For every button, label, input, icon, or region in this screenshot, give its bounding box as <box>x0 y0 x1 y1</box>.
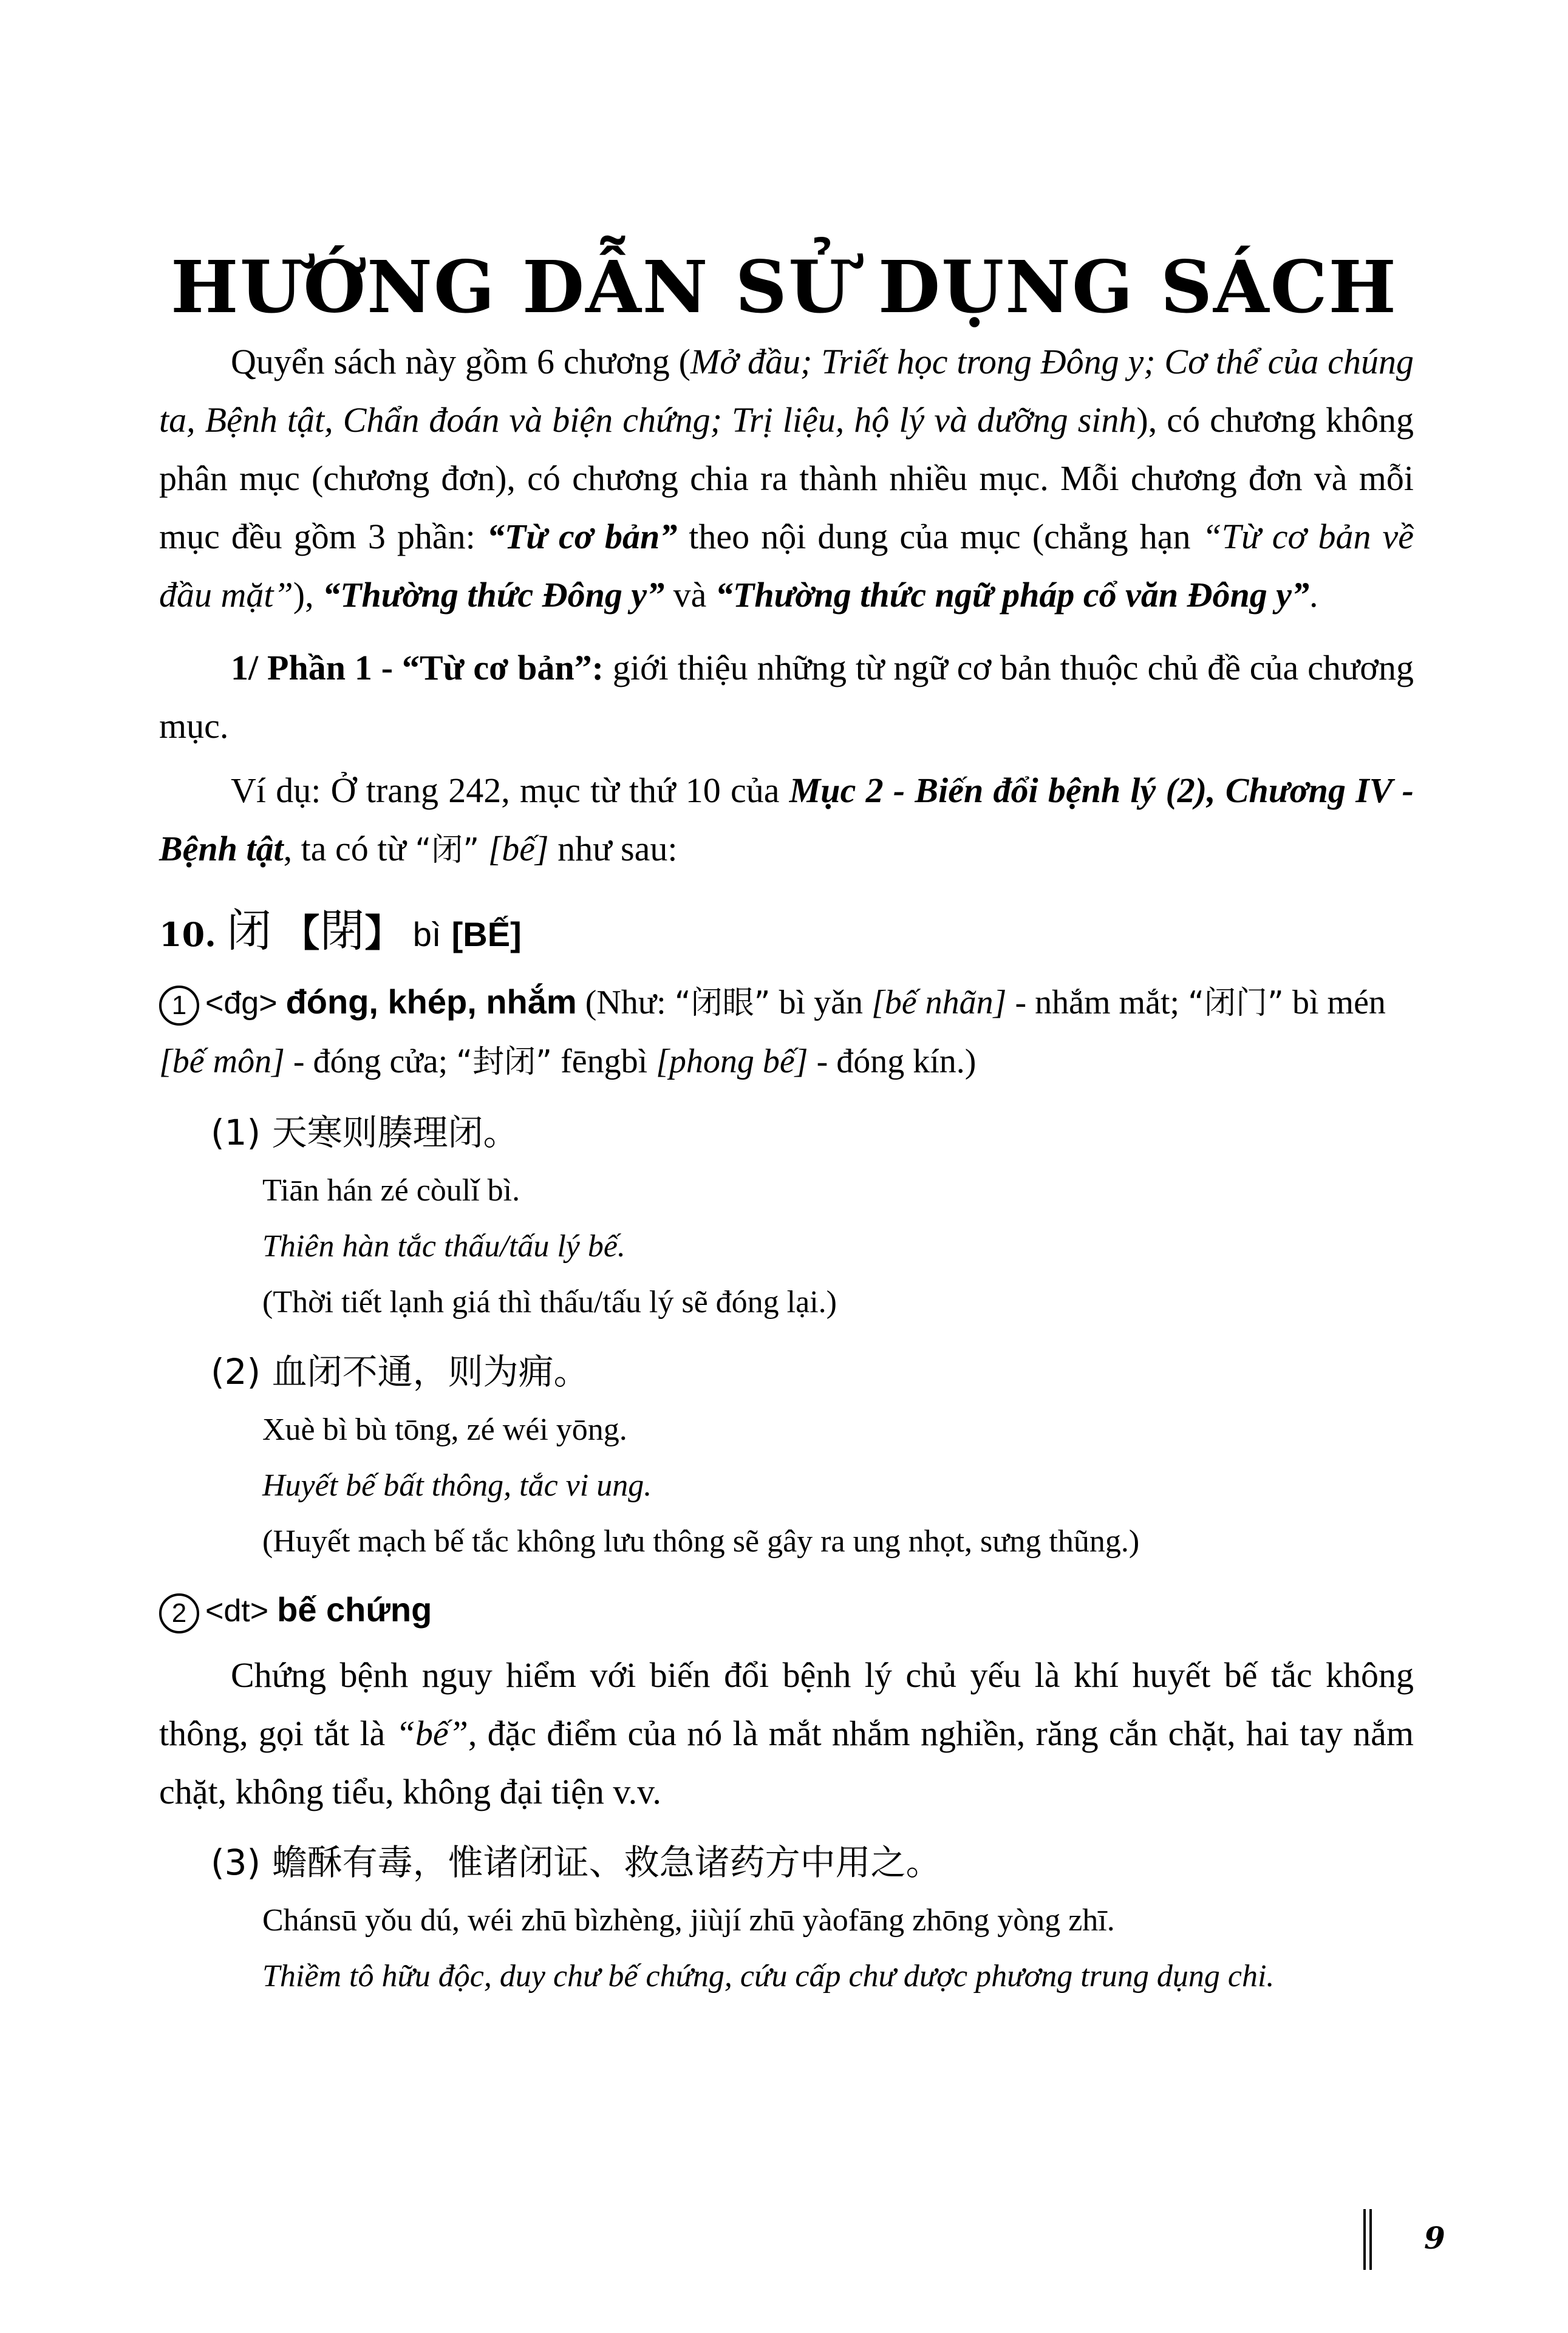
example-viet: [bế] <box>488 829 549 868</box>
entry-hanzi: 闭 <box>227 905 272 957</box>
circled-number-2: 2 <box>159 1593 199 1633</box>
detail-text: fēngbì <box>552 1043 656 1080</box>
example-pinyin: Xuè bì bù tōng, zé wéi yōng. <box>262 1412 627 1447</box>
example-hanviet: Thiên hàn tắc thấu/tấu lý bế. <box>262 1229 625 1264</box>
example-hanzi: “闭” <box>415 832 480 868</box>
description-text: Chứng bệnh nguy hiểm với biến đổi bệnh lý chủ yếu là khí huyết bế tắc không thông, gọi tắt là <box>159 1655 1414 1753</box>
page-number: 9 <box>1424 2220 1445 2256</box>
intro-text: ), <box>293 575 323 615</box>
intro-text: Quyển sách này gồm 6 chương ( <box>231 342 690 381</box>
detail-text: - đóng cửa; <box>284 1043 457 1080</box>
part1-label: 1/ Phần 1 - “Từ cơ bản”: <box>231 648 604 687</box>
part1-text: giới thiệu những từ ngữ cơ bản thuộc chủ đề của chương mục. <box>159 648 1414 746</box>
bracket-close: 】 <box>364 913 403 955</box>
page-content <box>159 333 1414 2004</box>
intro-paragraph <box>159 333 1414 624</box>
entry-heading <box>159 897 1414 968</box>
entry-pinyin: bì <box>412 915 441 953</box>
part2-name: “Thường thức Đông y” <box>322 575 665 615</box>
detail-text: - đóng kín.) <box>808 1043 977 1080</box>
example-translation: (Thời tiết lạnh giá thì thấu/tấu lý sẽ đóng lại.) <box>262 1285 837 1320</box>
example-translation: (Huyết mạch bế tắc không lưu thông sẽ gây ra ung nhọt, sưng thũng.) <box>262 1524 1140 1559</box>
hanviet-reading: [bế nhãn] <box>871 984 1007 1021</box>
example-source: (1) 天寒则腠理闭。 <box>211 1112 519 1153</box>
example-1 <box>211 1102 1414 1330</box>
part-of-speech: <dt> <box>205 1593 269 1629</box>
example-intro-text: như sau: <box>548 829 678 868</box>
intro-text: ), có chương không phân mục (chương đơn), có chương chia ra thành nhiều mục. Mỗi chương đơn và mỗi mục đều gồm 3 phần: <box>159 400 1414 556</box>
part1-name: “Từ cơ bản” <box>486 517 678 556</box>
example-reference: Mục 2 - Biến đổi bệnh lý (2), Chương IV - Bệnh tật <box>159 771 1414 868</box>
detail-text: (Như: <box>576 984 675 1021</box>
description-text: , đặc điểm của nó là mắt nhắm nghiền, răng cắn chặt, hai tay nắm chặt, không tiểu, không đại tiện v.v. <box>159 1714 1414 1811</box>
description-term: “bế” <box>395 1714 468 1753</box>
example-intro-text: , ta có từ <box>283 829 415 868</box>
chapter-list: Mở đầu; Triết học trong Đông y; Cơ thể của chúng ta, Bệnh tật, Chẩn đoán và biện chứng; Trị liệu, hộ lý và dưỡng sinh <box>159 342 1414 440</box>
footer-rule <box>1369 2209 1372 2270</box>
hanviet-reading: [phong bế] <box>656 1043 808 1080</box>
example-2 <box>211 1341 1414 1570</box>
sense-1 <box>159 973 1414 1091</box>
example-title: “Từ cơ bản về đầu mặt” <box>159 517 1414 615</box>
example-pinyin: Tiān hán zé còulǐ bì. <box>262 1173 520 1208</box>
page-title: HƯỚNG DẪN SỬ DỤNG SÁCH <box>170 245 1398 330</box>
sense-2-description <box>159 1646 1414 1821</box>
example-source: (2) 血闭不通，则为痈。 <box>211 1351 589 1392</box>
hanviet-reading: [bế môn] <box>159 1043 285 1080</box>
intro-text: . <box>1309 575 1318 615</box>
example-intro-paragraph <box>159 761 1414 879</box>
example-hanviet: Thiềm tô hữu độc, duy chư bế chứng, cứu cấp chư dược phương trung dụng chi. <box>262 1959 1275 1994</box>
example-pinyin: Chánsū yǒu dú, wéi zhū bìzhèng, jiùjí zhū yàofāng zhōng yòng zhī. <box>262 1903 1115 1938</box>
example-3 <box>211 1832 1414 2004</box>
detail-text: bì yǎn <box>770 984 872 1021</box>
detail-text: - nhắm mắt; <box>1006 984 1188 1021</box>
hanzi-term: “闭眼” <box>674 985 771 1021</box>
bracket-open: 【 <box>282 913 320 955</box>
example-hanviet: Huyết bế bất thông, tắc vi ung. <box>262 1468 652 1503</box>
sense-definition: đóng, khép, nhắm <box>285 983 577 1021</box>
part3-name: “Thường thức ngữ pháp cổ văn Đông y” <box>715 575 1309 615</box>
intro-text: và <box>664 575 715 615</box>
detail-text: bì mén <box>1283 984 1386 1021</box>
part-of-speech: <đg> <box>205 986 278 1021</box>
circled-number-1: 1 <box>159 986 199 1026</box>
footer-rule <box>1363 2209 1366 2270</box>
entry-number: 10. <box>159 915 216 954</box>
hanzi-term: “封闭” <box>456 1044 553 1080</box>
example-source: (3) 蟾酥有毒，惟诸闭证、救急诸药方中用之。 <box>211 1842 941 1883</box>
sense-definition: bế chứng <box>277 1590 432 1629</box>
example-intro-text: Ví dụ: Ở trang 242, mục từ thứ 10 của <box>231 771 789 810</box>
part1-paragraph <box>159 639 1414 755</box>
entry-traditional: 閉 <box>319 905 365 957</box>
entry-viet: [BẾ] <box>451 915 522 953</box>
intro-text: theo nội dung của mục (chẳng hạn <box>677 517 1202 556</box>
sense-2 <box>159 1581 1414 1640</box>
hanzi-term: “闭门” <box>1188 985 1284 1021</box>
